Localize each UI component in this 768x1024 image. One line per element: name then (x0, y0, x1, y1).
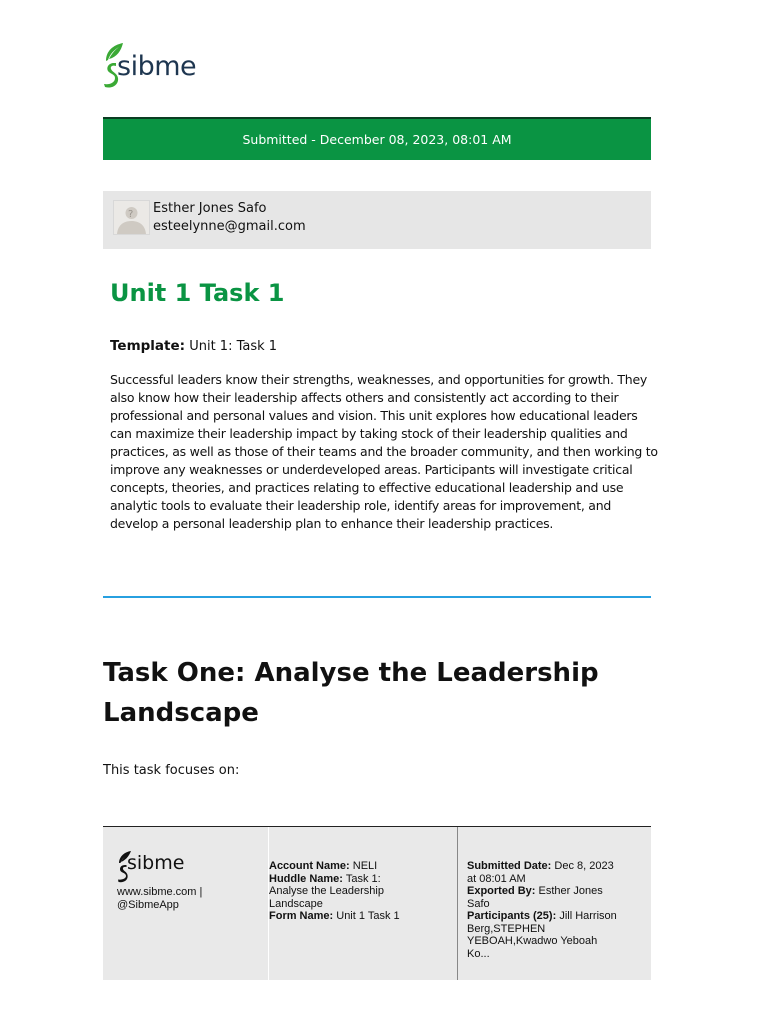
footer-brand-column (103, 827, 268, 980)
form-name: Form Name: Unit 1 Task 1 (269, 910, 400, 922)
submitted-date: Submitted Date: Dec 8, 2023 at 08:01 AM (467, 860, 614, 885)
footer-logo-wordmark: sibme (127, 852, 185, 874)
page-footer (103, 826, 651, 980)
user-email: esteelynne@gmail.com (153, 219, 306, 234)
footer-links[interactable]: www.sibme.com | @SibmeApp (117, 886, 203, 911)
unit-description: Successful leaders know their strengths, weaknesses, and opportunities for growth. They also know how their leadership affects others and consistently act according to their professional and personal values and vision. This unit explores how educational leaders can maximize their leadership impact by taking stock of their leadership qualities and practices, as well as those of their teams and the broader community, and then working to improve any weaknesses or underdeveloped areas. Participants will investigate critical concepts, theories, and practices relating to effective educational leadership and use analytic tools to evaluate their leadership role, identify areas for improvement, and develop a personal leadership plan to enhance their leadership practices. (110, 372, 658, 531)
exported-by: Exported By: Esther Jones Safo (467, 885, 603, 910)
user-card (103, 191, 651, 249)
user-name: Esther Jones Safo (153, 201, 267, 216)
participants: Participants (25): Jill Harrison Berg,STEPHEN YEBOAH,Kwadwo Yeboah Ko... (467, 910, 617, 960)
huddle-name: Huddle Name: Task 1: Analyse the Leadership Landscape (269, 872, 384, 910)
template-line (110, 338, 277, 354)
task-title: Task One: Analyse the Leadership Landscape (103, 658, 599, 728)
logo-wordmark: sibme (117, 51, 197, 82)
footer-account-column (268, 827, 458, 980)
sibme-logo (103, 43, 203, 89)
unit-title: Unit 1 Task 1 (110, 279, 285, 307)
account-name: Account Name: NELI (269, 860, 378, 872)
template-value: Unit 1: Task 1 (189, 339, 278, 354)
footer-logo (117, 851, 197, 885)
template-label: Template: (110, 338, 186, 354)
svg-text:?: ? (128, 209, 134, 220)
submission-banner: Submitted - December 08, 2023, 08:01 AM (103, 117, 651, 160)
default-avatar-icon (113, 200, 150, 235)
task-intro: This task focuses on: (103, 763, 240, 778)
section-divider (103, 596, 651, 598)
footer-submission-column (457, 827, 652, 980)
